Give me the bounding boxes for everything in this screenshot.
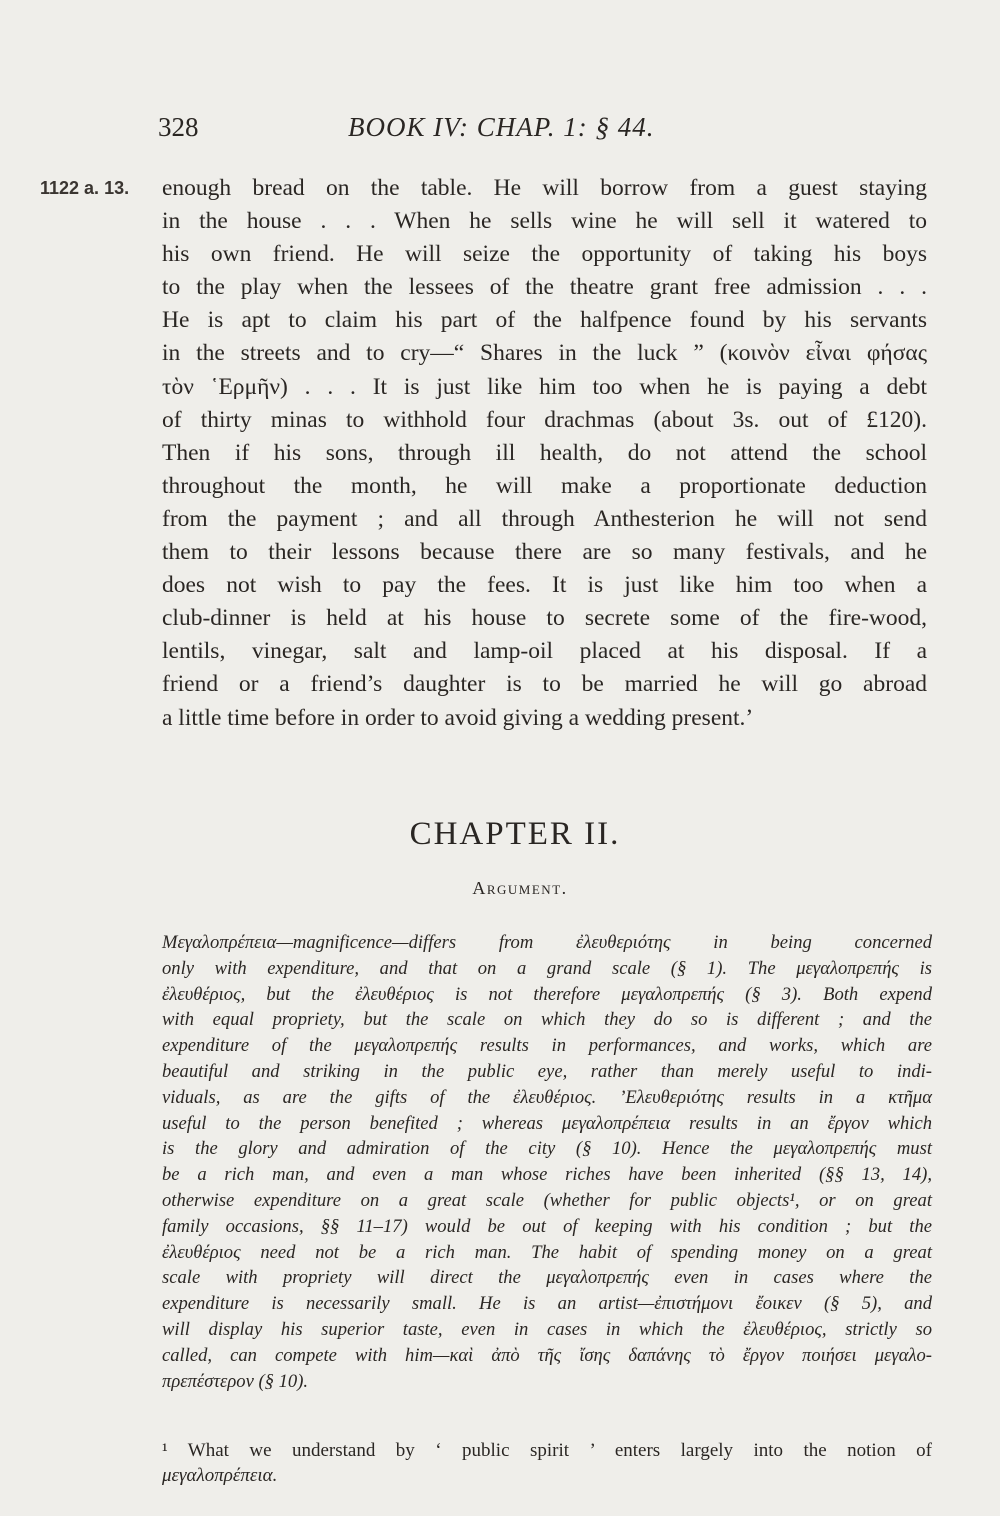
chapter-title: CHAPTER II. — [409, 816, 621, 852]
argument-line: is the glory and admiration of the city (§ 10). Hence the μεγαλοπρεπής must — [162, 1138, 932, 1160]
argument-line: scale with propriety will direct the μεγαλοπρεπής even in cases where the — [162, 1267, 932, 1289]
text-line: a little time before in order to avoid giving a wedding present.’ — [162, 704, 754, 731]
argument-summary — [162, 930, 932, 1394]
argument-line: family occasions, §§ 11–17) would be out of keeping with his condition ; but the — [162, 1215, 932, 1237]
text-line: He is apt to claim his part of the halfpence found by his servants — [162, 307, 927, 334]
footnote — [162, 1438, 932, 1488]
argument-line: expenditure is necessarily small. He is an artist—ἐπιστήμονι ἔοικεν (§ 5), and — [162, 1293, 932, 1315]
text-line: club-dinner is held at his house to secrete some of the fire-wood, — [162, 605, 927, 632]
text-line: to the play when the lessees of the theatre grant free admission . . . — [162, 274, 927, 301]
text-line: his own friend. He will seize the opportunity of taking his boys — [162, 241, 927, 268]
argument-line: beautiful and striking in the public eye, rather than merely useful to indi- — [162, 1060, 932, 1082]
footnote-line: ¹ What we understand by ‘ public spirit ’ enters largely into the notion of — [162, 1440, 932, 1461]
marginal-reference: 1122 a. 13. — [40, 178, 130, 198]
running-title: BOOK IV: CHAP. 1: § 44. — [348, 112, 655, 142]
argument-line: with equal propriety, but the scale on which they do so is different ; and the — [162, 1009, 932, 1031]
argument-line: will display his superior taste, even in cases in which the ἐλευθέριος, strictly so — [162, 1318, 932, 1340]
text-line: friend or a friend’s daughter is to be married he will go abroad — [162, 671, 927, 698]
text-line: them to their lessons because there are so many festivals, and he — [162, 539, 927, 566]
argument-line: otherwise expenditure on a great scale (whether for public objects¹, or on great — [162, 1189, 932, 1211]
argument-line: ἐλευθέριος need not be a rich man. The habit of spending money on a great — [162, 1241, 932, 1263]
argument-line: Μεγαλοπρέπεια—magnificence—differs from ἐλευθεριότης in being concerned — [162, 932, 932, 953]
argument-line: only with expenditure, and that on a grand scale (§ 1). The μεγαλοπρεπής is — [162, 957, 932, 979]
text-line: τὸν ῾Ερμῆν) . . . It is just like him too when he is paying a debt — [162, 373, 927, 400]
argument-line: πρεπέστερον (§ 10). — [162, 1370, 309, 1392]
running-head — [158, 112, 758, 152]
argument-line: viduals, as are the gifts of the ἐλευθέριος. ’Ελευθεριότης results in a κτῆμα — [162, 1086, 932, 1108]
text-line: Then if his sons, through ill health, do not attend the school — [162, 439, 927, 466]
body-text — [162, 172, 927, 735]
footnote-line: μεγαλοπρέπεια. — [162, 1465, 278, 1486]
argument-line: useful to the person benefited ; whereas μεγαλοπρέπεια results in an ἔργον which — [162, 1112, 932, 1134]
text-line: of thirty minas to withhold four drachmas (about 3s. out of £120). — [162, 406, 927, 433]
argument-line: be a rich man, and even a man whose riches have been inherited (§§ 13, 14), — [162, 1164, 932, 1186]
text-line: does not wish to pay the fees. It is just like him too when a — [162, 572, 927, 599]
text-line: lentils, vinegar, salt and lamp-oil placed at his disposal. If a — [162, 638, 927, 665]
text-line: in the house . . . When he sells wine he will sell it watered to — [162, 208, 927, 235]
page-number: 328 — [158, 112, 199, 142]
text-line: from the payment ; and all through Anthesterion he will not send — [162, 505, 927, 532]
argument-line: ἐλευθέριος, but the ἐλευθέριος is not therefore μεγαλοπρεπής (§ 3). Both expend — [162, 983, 932, 1005]
text-line: enough bread on the table. He will borrow from a guest staying — [162, 175, 927, 201]
argument-heading: Argument. — [472, 878, 568, 898]
argument-line: called, can compete with him—καὶ ἀπὸ τῆς ἴσης δαπάνης τὸ ἔργον ποιήσει μεγαλο- — [162, 1344, 932, 1366]
text-line: throughout the month, he will make a proportionate deduction — [162, 472, 927, 499]
argument-line: expenditure of the μεγαλοπρεπής results in performances, and works, which are — [162, 1035, 932, 1057]
text-line: in the streets and to cry—“ Shares in the luck ” (κοινὸν εἶναι φήσας — [162, 340, 927, 367]
